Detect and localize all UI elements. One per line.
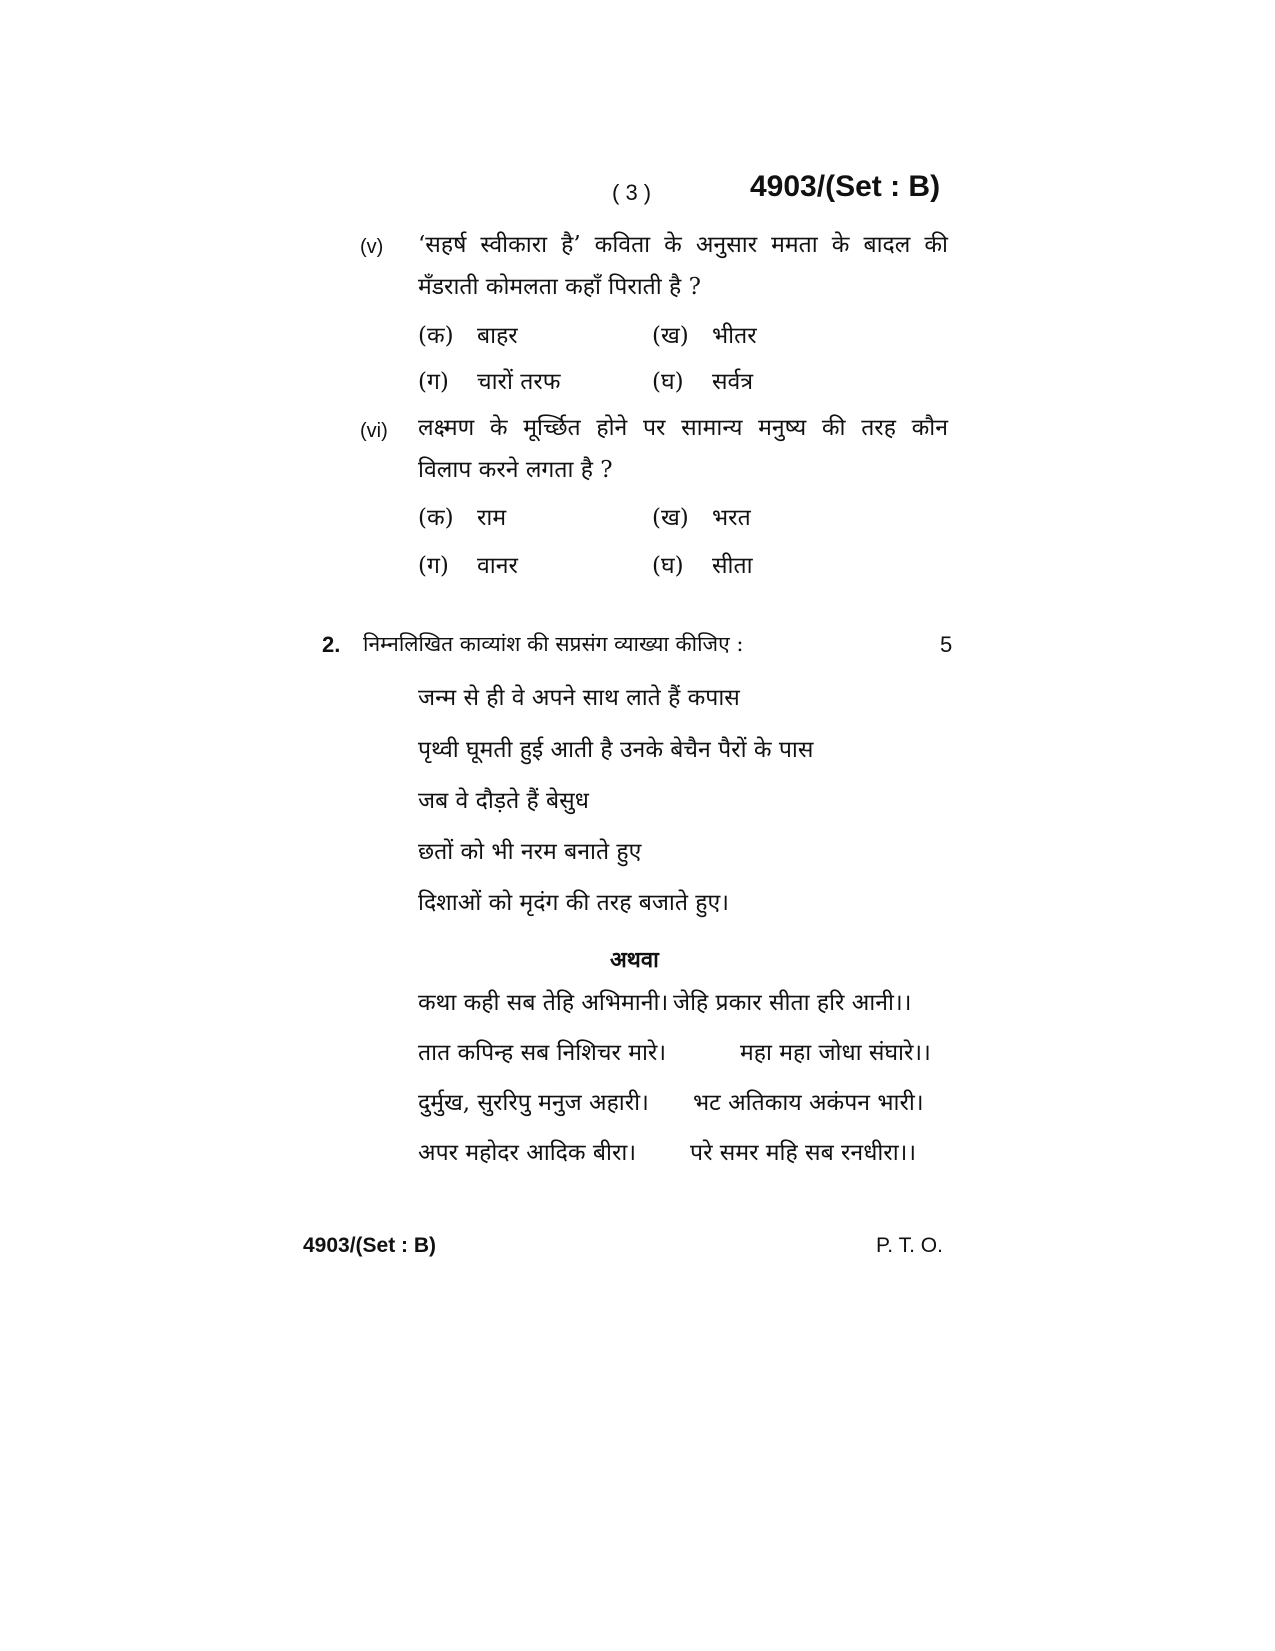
question-text-line: लक्ष्मण के मूर्च्छित होने पर सामान्य मनुष्य की तरह कौन bbox=[418, 415, 948, 441]
verse-right: महा महा जोधा संघारे।। bbox=[740, 1040, 931, 1066]
option-label: (ग) bbox=[418, 369, 449, 395]
verse-left: तात कपिन्ह सब निशिचर मारे। bbox=[418, 1040, 667, 1066]
option-label: (ख) bbox=[652, 323, 689, 349]
verse-line: पृथ्वी घूमती हुई आती है उनके बेचैन पैरों के पास bbox=[418, 737, 814, 763]
question-2-number: 2. bbox=[322, 632, 341, 657]
verse-left: अपर महोदर आदिक बीरा। bbox=[418, 1140, 637, 1166]
question-text-line: ‘सहर्ष स्वीकारा है’ कविता के अनुसार ममता के बादल की bbox=[418, 232, 948, 258]
option-text: राम bbox=[477, 505, 507, 531]
question-2-text: निम्नलिखित काव्यांश की सप्रसंग व्याख्या कीजिए : bbox=[363, 632, 744, 656]
or-heading: अथवा bbox=[610, 947, 659, 973]
verse-right: परे समर महि सब रनधीरा।। bbox=[690, 1140, 917, 1166]
option-text: भरत bbox=[712, 505, 751, 531]
verse-right: भट अतिकाय अकंपन भारी। bbox=[693, 1090, 924, 1116]
option-text: वानर bbox=[477, 553, 518, 579]
please-turn-over: P. T. O. bbox=[876, 1234, 943, 1257]
option-text: सीता bbox=[712, 553, 753, 579]
question-number: (vi) bbox=[360, 420, 388, 442]
option-label: (घ) bbox=[652, 369, 684, 395]
page-number: ( 3 ) bbox=[612, 180, 652, 205]
verse-right: जेहि प्रकार सीता हरि आनी।। bbox=[673, 990, 912, 1016]
option-label: (ख) bbox=[652, 505, 689, 531]
verse-left: कथा कही सब तेहि अभिमानी। bbox=[418, 990, 669, 1016]
option-text: सर्वत्र bbox=[712, 369, 754, 395]
footer-paper-code: 4903/(Set : B) bbox=[303, 1234, 437, 1257]
option-label: (ग) bbox=[418, 553, 449, 579]
option-label: (घ) bbox=[652, 553, 684, 579]
paper-code-header: 4903/(Set : B) bbox=[750, 170, 941, 203]
verse-line: दिशाओं को मृदंग की तरह बजाते हुए। bbox=[418, 890, 729, 916]
option-text: बाहर bbox=[477, 323, 518, 349]
question-number: (v) bbox=[360, 236, 384, 258]
question-text-line: मँडराती कोमलता कहाँ पिराती है ? bbox=[418, 274, 701, 300]
marks: 5 bbox=[940, 632, 953, 657]
verse-line: छतों को भी नरम बनाते हुए bbox=[418, 839, 642, 865]
verse-line: जब वे दौड़ते हैं बेसुध bbox=[418, 788, 589, 814]
verse-line: जन्म से ही वे अपने साथ लाते हैं कपास bbox=[418, 685, 740, 711]
option-label: (क) bbox=[418, 323, 454, 349]
option-text: चारों तरफ bbox=[477, 369, 561, 395]
question-text-line: विलाप करने लगता है ? bbox=[418, 457, 613, 483]
option-text: भीतर bbox=[712, 323, 757, 349]
option-label: (क) bbox=[418, 505, 454, 531]
verse-left: दुर्मुख, सुररिपु मनुज अहारी। bbox=[418, 1090, 649, 1116]
